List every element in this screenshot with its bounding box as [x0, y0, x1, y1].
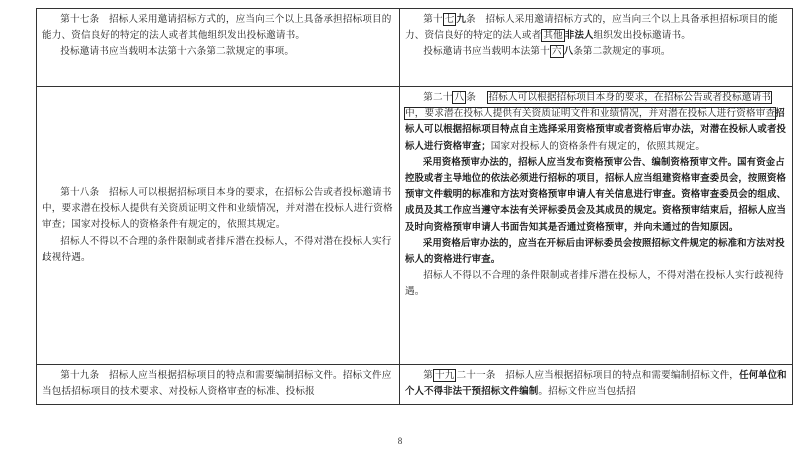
revised-text-cell	[400, 9, 793, 87]
article-19-paragraph-1: 第十 七 九条 招标人采用邀请招标方式的，应当向三个以上具备承担招标项目的能力、资信良好的特定的法人或者 其他 非法人组织发出投标邀请书。	[405, 14, 778, 42]
deleted-text: 七	[444, 14, 455, 25]
revised-text-cell	[400, 87, 793, 365]
article-18-paragraph-2: 招标人不得以不合理的条件限制或者排斥潜在投标人，不得对潜在投标人实行歧视待遇。	[42, 235, 392, 263]
article-19-paragraph-2: 投标邀请书应当载明本法第十 六 八条第二款规定的事项。	[423, 46, 671, 58]
deleted-text: 其他	[543, 30, 563, 42]
deleted-text: 八	[454, 92, 465, 103]
added-text: 九	[456, 14, 467, 25]
deleted-text: 招标人可以根据招标项目本身的要求，在招标公告或者投标邀请书中，要求潜在投标人提供有关资质证明文件和业绩情况，并对潜在投标人进行资格审查	[405, 92, 776, 120]
article-17-paragraph-2: 投标邀请书应当载明本法第十六条第二款规定的事项。	[60, 46, 295, 58]
article-20-paragraph-2: 采用资格预审办法的，招标人应当发布资格预审公告、编制资格预审文件。国有资金占控股或者主导地位的依法必须进行招标的项目，招标人应当组建资格审查委员会，按照资格预审文件载明的标准和方法对资格预审申请人有关信息进行审查。资格审查委员会的组成、成员及其工作应当遵守本法有关评标委员会及其成员的规定。资格预审结束后，招标人应当及时向资格预审申请人书面告知其是否通过资格预审，并向未通过的告知原因。	[405, 156, 787, 233]
comparison-table	[36, 8, 793, 405]
article-20-paragraph-4: 招标人不得以不合理的条件限制或者排斥潜在投标人，不得对潜在投标人实行歧视待遇。	[405, 270, 784, 298]
original-text-cell	[37, 365, 400, 405]
article-21-paragraph-1: 第 十九 二十一条 招标人应当根据招标项目的特点和需要编制招标文件，任何单位和个人不得非法干预招标文件编制。招标文件应当包括招	[405, 370, 787, 398]
deleted-text: 六	[551, 46, 562, 58]
table-row	[37, 365, 793, 405]
page-number: 8	[397, 436, 403, 446]
table-row	[37, 87, 793, 365]
deleted-text: 十九	[434, 370, 455, 381]
article-20-paragraph-1: 第二十 八 条 招标人可以根据招标项目本身的要求，在招标公告或者投标邀请书中，要求潜在投标人提供有关资质证明文件和业绩情况，并对潜在投标人进行资格审查招标人可以根据招标项目特点自主选择采用资格预审或者资格后审办法，对潜在投标人或者投标人进行资格审查；国家对投标人的资格条件有规定的，依照其规定。	[405, 92, 787, 152]
article-17-paragraph-1: 第十七条 招标人采用邀请招标方式的，应当向三个以上具备承担招标项目的能力、资信良好的特定的法人或者其他组织发出投标邀请书。	[42, 14, 392, 42]
added-text: 招标人可以根据招标项目特点自主选择采用资格预审或者资格后审办法，对潜在投标人或者投标人进行资格审查；	[405, 108, 787, 152]
article-20-paragraph-3: 采用资格后审办法的，应当在开标后由评标委员会按照招标文件规定的标准和方法对投标人的资格进行审查。	[405, 237, 785, 266]
table-row	[37, 9, 793, 87]
article-18-paragraph-1: 第十八条 招标人可以根据招标项目本身的要求，在招标公告或者投标邀请书中，要求潜在投标人提供有关资质证明文件和业绩情况，并对潜在投标人进行资格审查；国家对投标人的资格条件有规定的，依照其规定。	[42, 186, 393, 231]
revised-text-cell	[400, 365, 793, 405]
original-text-cell	[37, 9, 400, 87]
article-19-original-paragraph: 第十九条 招标人应当根据招标项目的特点和需要编制招标文件。招标文件应当包括招标项目的技术要求、对投标人资格审查的标准、投标报	[42, 370, 392, 398]
added-text: 任何单位和个人不得非法干预招标文件编制	[405, 370, 787, 398]
original-text-cell	[37, 87, 400, 365]
added-text: 八	[563, 46, 574, 58]
added-text: 非法人	[564, 30, 594, 42]
